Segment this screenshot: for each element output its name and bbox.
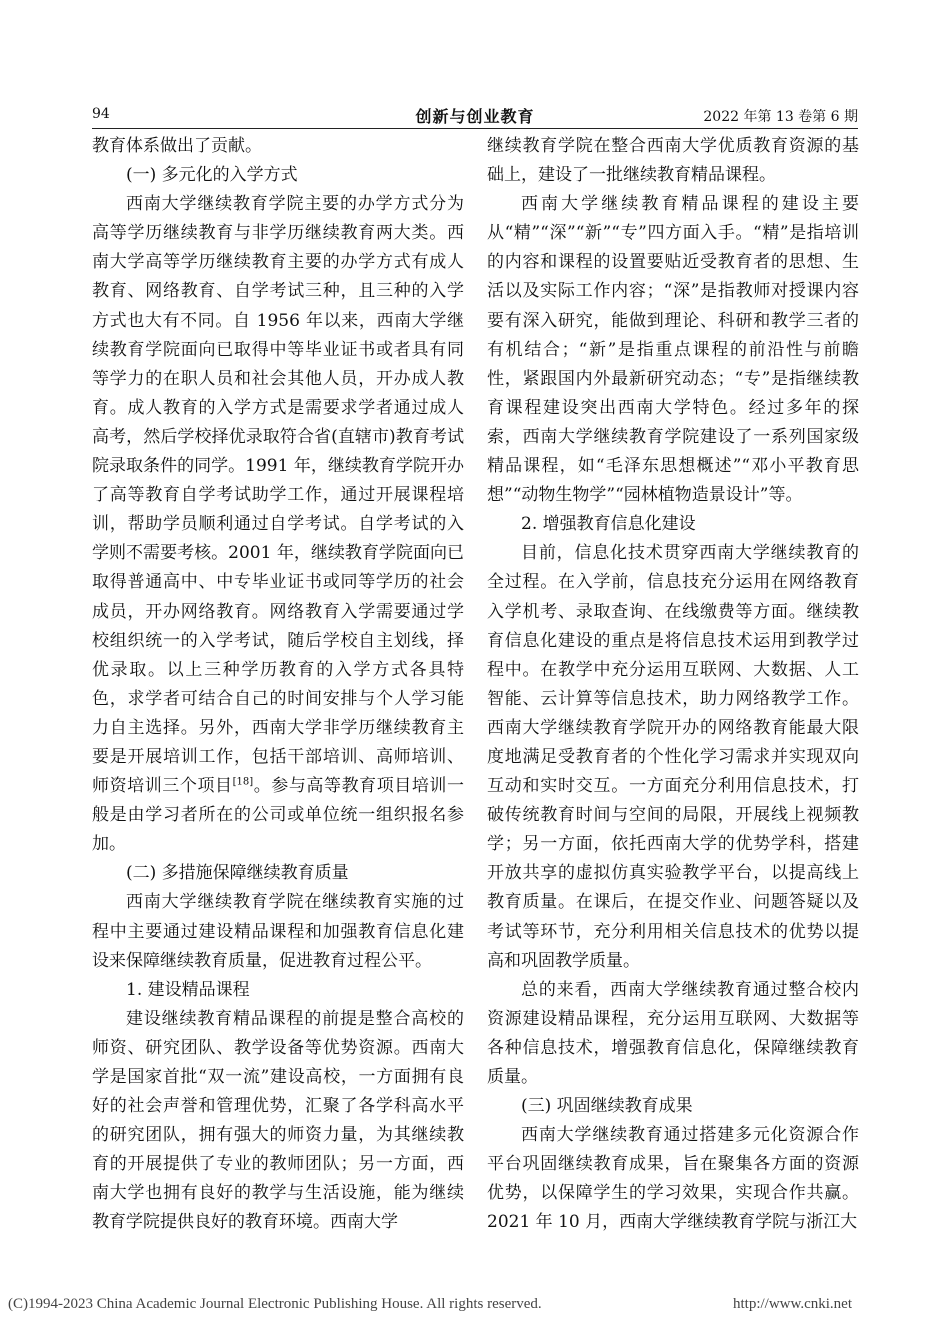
- paragraph: 继续教育学院在整合西南大学优质教育资源的基础上，建设了一批继续教育精品课程。: [487, 136, 859, 186]
- page-number: 94: [92, 106, 110, 122]
- paragraph-text: 。参与高等教育项目培训一般是由学习者所在的公司或单位统一组织报名参加。: [92, 776, 465, 855]
- paragraph: 建设继续教育精品课程的前提是整合高校的师资、研究团队、教学设备等优势资源。西南大学是国家首批“双一流”建设高校，一方面拥有良好的社会声誉和管理优势，汇聚了各学科高水平的研究团队，拥有强大的师资力量，为其继续教育的开展提供了专业的教师团队；另一方面，西南大学也拥有良好的教学与生活设施，能为继续教育学院提供良好的教育环境。西南大学: [92, 1008, 464, 1233]
- section-heading: (三) 巩固继续教育成果: [521, 1096, 693, 1117]
- left-column: [92, 132, 464, 1238]
- section-heading: (一) 多元化的入学方式: [126, 165, 298, 186]
- section-heading: (二) 多措施保障继续教育质量: [126, 863, 349, 884]
- subsection-heading: 1. 建设精品课程: [126, 979, 250, 1000]
- page-header: [92, 104, 858, 129]
- citation: [18]: [232, 776, 254, 788]
- paragraph: 西南大学继续教育精品课程的建设主要从“精”“深”“新”“专”四方面入手。“精”是指培训的内容和课程的设置要贴近受教育者的思想、生活以及实际工作内容；“深”是指教师对授课内容要有深入研究，能做到理论、科研和教学三者的有机结合；“新”是指重点课程的前沿性与前瞻性，紧跟国内外最新研究动态；“专”是指继续教育课程建设突出西南大学特色。经过多年的探索，西南大学继续教育学院建设了一系列国家级精品课程，如“毛泽东思想概述”“邓小平教育思想”“动物生物学”“园林植物造景设计”等。: [487, 194, 859, 506]
- paragraph: 总的来看，西南大学继续教育通过整合校内资源建设精品课程，充分运用互联网、大数据等各种信息技术，增强教育信息化，保障继续教育质量。: [487, 979, 859, 1087]
- paragraph: 目前，信息化技术贯穿西南大学继续教育的全过程。在入学前，信息技充分运用在网络教育入学机考、录取查询、在线缴费等方面。继续教育信息化建设的重点是将信息技术运用到教学过程中。在教学中充分运用互联网、大数据、人工智能、云计算等信息技术，助力网络教学工作。西南大学继续教育学院开办的网络教育能最大限度地满足受教育者的个性化学习需求并实现双向互动和实时交互。一方面充分利用信息技术，打破传统教育时间与空间的局限，开展线上视频教学；另一方面，依托西南大学的优势学科，搭建开放共享的虚拟仿真实验教学平台，以提高线上教育质量。在课后，在提交作业、问题答疑以及考试等环节，充分利用相关信息技术的优势以提高和巩固教学质量。: [487, 543, 859, 971]
- paragraph: 西南大学继续教育通过搭建多元化资源合作平台巩固继续教育成果，旨在聚集各方面的资源优势，以保障学生的学习效果，实现合作共赢。2021 年 10 月，西南大学继续教育学院与浙江大: [487, 1125, 859, 1233]
- paragraph: 西南大学继续教育学院在继续教育实施的过程中主要通过建设精品课程和加强教育信息化建设来保障继续教育质量，促进教育过程公平。: [92, 892, 464, 971]
- subsection-heading: 2. 增强教育信息化建设: [521, 514, 696, 535]
- copyright-notice: (C)1994-2023 China Academic Journal Electronic Publishing House. All rights reserved.: [8, 1296, 542, 1312]
- website-link[interactable]: http://www.cnki.net: [732, 1296, 852, 1312]
- issue-info: 2022 年第 13 卷第 6 期: [703, 109, 858, 125]
- paragraph-text: 西南大学继续教育学院主要的办学方式分为高等学历继续教育与非学历继续教育两大类。西南大学高等学历继续教育主要的办学方式有成人教育、网络教育、自学考试三种，且三种的入学方式也大有不同。自 1956 年以来，西南大学继续教育学院面向已取得中等毕业证书或者具有同等学力的在职人员和社会其他人员，开办成人教育。成人教育的入学方式是需要求学者通过成人高考，然后学校择优录取符合省(直辖市)教育考试院录取条件的同学。1991 年，继续教育学院开办了高等教育自学考试助学工作，通过开展课程培训，帮助学员顺利通过自学考试。自学考试的入学则不需要考核。2001 年，继续教育学院面向已取得普通高中、中专毕业证书或同等学历的社会成员，开办网络教育。网络教育入学需要通过学校组织统一的入学考试，随后学校自主划线，择优录取。以上三种学历教育的入学方式各具特色，求学者可结合自己的时间安排与个人学习能力自主选择。另外，西南大学非学历继续教育主要是开展培训工作，包括干部培训、高师培训、师资培训三个项目: [92, 194, 464, 797]
- right-column: [487, 132, 859, 1238]
- paragraph: 教育体系做出了贡献。: [92, 136, 262, 156]
- journal-title-logo: 创新与创业教育: [415, 107, 535, 126]
- page-footer: [8, 1296, 942, 1313]
- paragraph: [92, 190, 464, 859]
